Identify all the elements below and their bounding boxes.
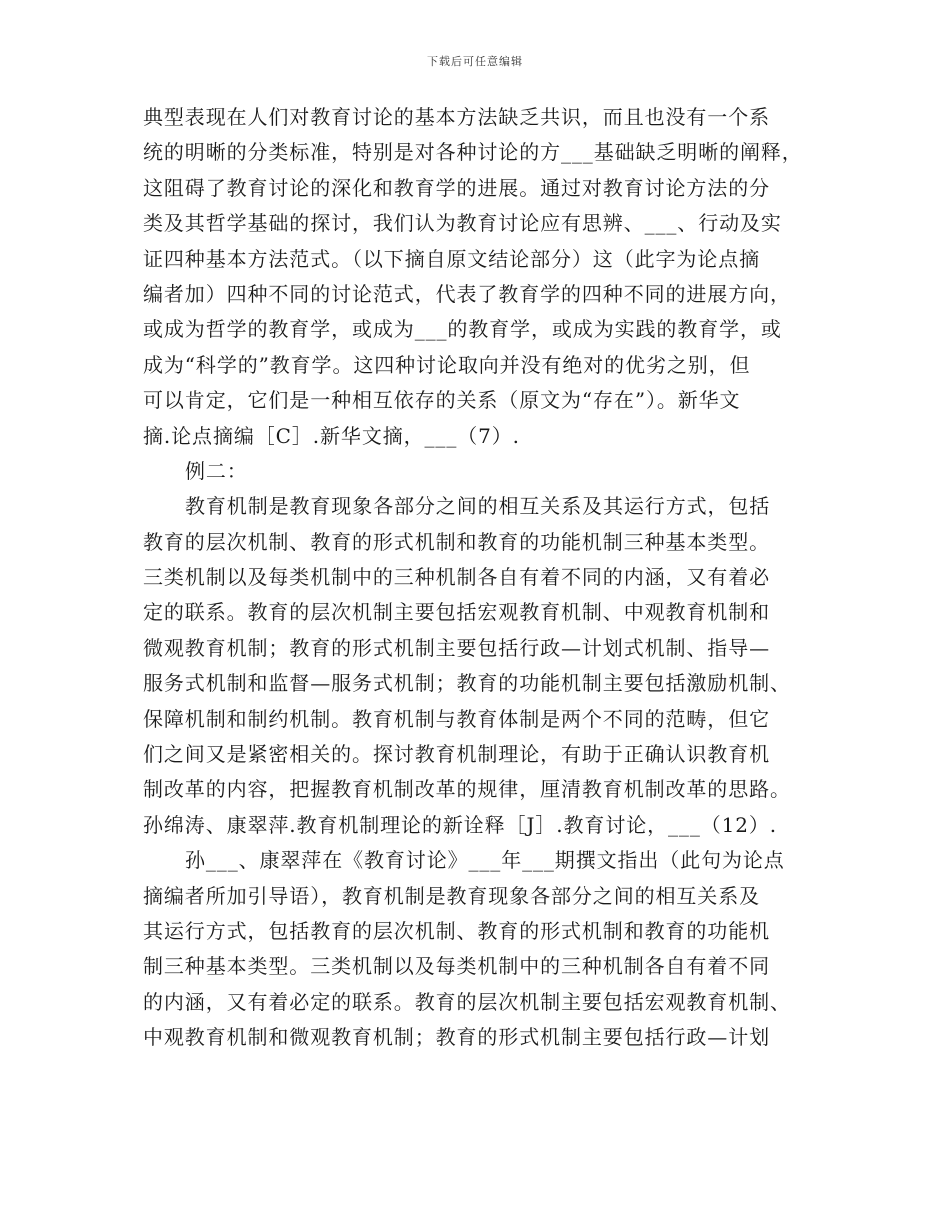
- text-line: 们之间又是紧密相关的。探讨教育机制理论，有助于正确认识教育机: [143, 742, 770, 767]
- text-line: 可以肯定，它们是一种相互依存的关系（原文为“存在”）。新华文: [143, 388, 741, 413]
- text-line: 类及其哲学基础的探讨，我们认为教育讨论应有思辨、___、行动及实: [143, 211, 782, 236]
- page-header: 下载后可任意编辑: [427, 55, 523, 68]
- text-line: 服务式机制和监督—服务式机制；教育的功能机制主要包括激励机制、: [143, 671, 791, 696]
- text-line: 制改革的内容，把握教育机制改革的规律，厘清教育机制改革的思路。: [143, 777, 791, 802]
- text-line: 其运行方式，包括教育的层次机制、教育的形式机制和教育的功能机: [143, 918, 770, 943]
- text-line: 统的明晰的分类标准，特别是对各种讨论的方___基础缺乏明晰的阐释，: [143, 140, 803, 165]
- text-line: 三类机制以及每类机制中的三种机制各自有着不同的内涵，又有着必: [143, 565, 770, 590]
- text-line: 的内涵，又有着必定的联系。教育的层次机制主要包括宏观教育机制、: [143, 989, 791, 1014]
- text-line: 这阻碍了教育讨论的深化和教育学的进展。通过对教育讨论方法的分: [143, 175, 770, 200]
- paragraph-start: 教育机制是教育现象各部分之间的相互关系及其运行方式，包括: [185, 494, 771, 519]
- citation-line: 孙绵涛、康翠萍.教育机制理论的新诠释［J］.教育讨论，___（12）.: [143, 812, 778, 837]
- text-line: 成为“科学的”教育学。这四种讨论取向并没有绝对的优劣之别，但: [143, 352, 751, 377]
- citation-line: 摘.论点摘编［C］.新华文摘，___（7）.: [143, 423, 520, 448]
- text-line: 典型表现在人们对教育讨论的基本方法缺乏共识，而且也没有一个系: [143, 105, 770, 129]
- text-line: 保障机制和制约机制。教育机制与教育体制是两个不同的范畴，但它: [143, 706, 770, 731]
- section-heading: 例二：: [185, 458, 248, 483]
- text-line: 定的联系。教育的层次机制主要包括宏观教育机制、中观教育机制和: [143, 600, 770, 625]
- text-line: 中观教育机制和微观教育机制；教育的形式机制主要包括行政—计划: [143, 1025, 770, 1050]
- text-line: 微观教育机制；教育的形式机制主要包括行政—计划式机制、指导—: [143, 635, 770, 660]
- paragraph-start: 孙___、康翠萍在《教育讨论》___年___期撰文指出（此句为论点: [185, 848, 785, 873]
- text-line: 制三种基本类型。三类机制以及每类机制中的三种机制各自有着不同: [143, 954, 770, 979]
- document-body: [143, 100, 815, 1056]
- text-line: 教育的层次机制、教育的形式机制和教育的功能机制三种基本类型。: [143, 529, 770, 554]
- text-line: 编者加）四种不同的讨论范式，代表了教育学的四种不同的进展方向，: [143, 281, 791, 306]
- text-line: 证四种基本方法范式。（以下摘自原文结论部分）这（此字为论点摘: [143, 246, 760, 271]
- text-line: 摘编者所加引导语），教育机制是教育现象各部分之间的相互关系及: [143, 883, 760, 908]
- text-line: 或成为哲学的教育学，或成为___的教育学，或成为实践的教育学，或: [143, 317, 782, 342]
